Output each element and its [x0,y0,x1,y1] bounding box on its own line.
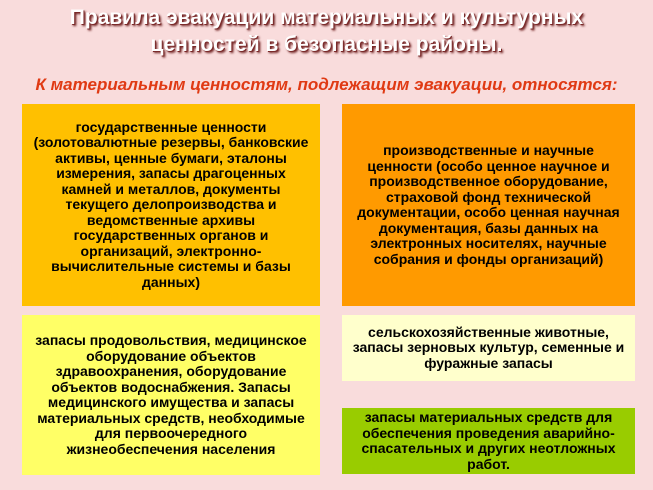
production-scientific-text: производственные и научные ценности (особо ценное научное и производственное оборудование, страховой фонд технической документации, особо ценная научная документация, базы данных на электронных носителях, научные собрания и фонды организаций) [357,142,620,267]
production-scientific-box [342,104,635,306]
slide-title [0,4,653,58]
slide-title-line-1: Правила эвакуации материальных и культурных [69,6,584,29]
rescue-supplies-box [342,408,635,474]
rescue-supplies-text: запасы материальных средств для обеспечения проведения аварийно-спасательных и других неотложных работ. [361,409,616,472]
agriculture-text: сельскохозяйственные животные, запасы зерновых культур, семенные и фуражные запасы [352,323,625,371]
state-values-text: государственные ценности (золотовалютные резервы, банковские активы, ценные бумаги, эталоны измерения, запасы драгоценных камней и металлов, документы текущего делопроизводства и ведомственные архивы государственных органов и организаций, электронно-вычислительные системы и базы данных) [33,118,309,290]
slide-subtitle: К материальным ценностям, подлежащим эвакуации, относятся: [35,75,618,94]
food-medical-box [22,315,320,475]
food-medical-text: запасы продовольствия, медицинское оборудование объектов здравоохранения, оборудование объектов водоснабжения. Запасы медицинского имущества и запасы материальных средств, необходимые для первоочередного жизнеобеспечения населения [35,332,307,457]
state-values-box [22,104,320,306]
slide-title-line-2: ценностей в безопасные районы. [150,33,503,56]
agriculture-box [342,315,635,381]
